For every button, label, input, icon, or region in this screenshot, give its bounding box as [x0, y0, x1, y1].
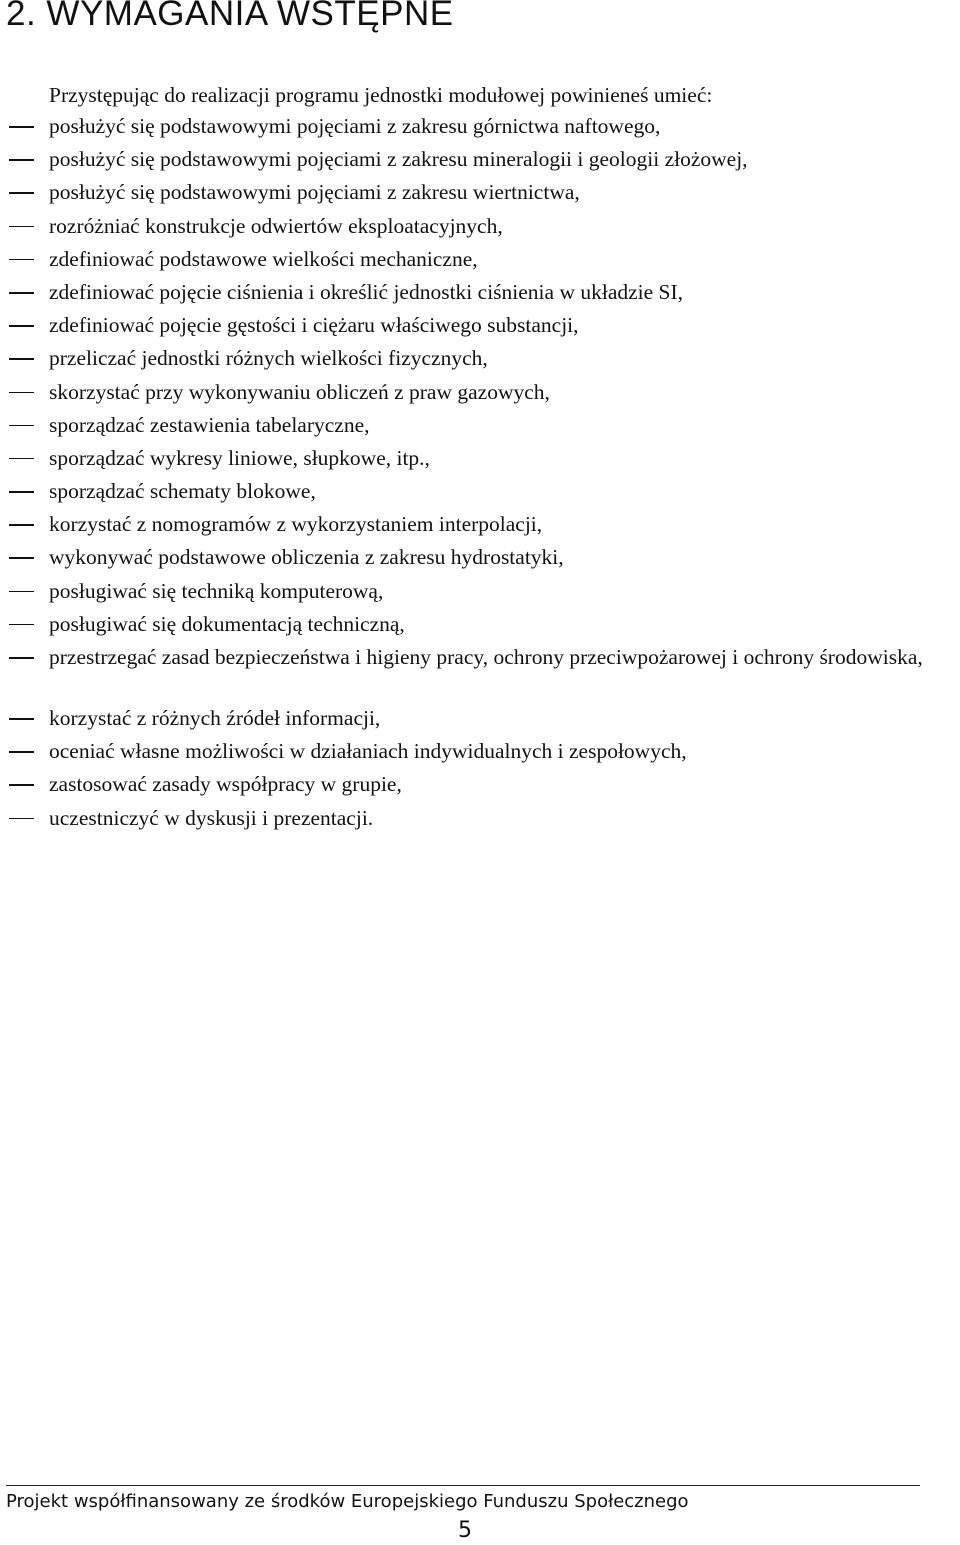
dash-bullet-icon: [9, 425, 34, 427]
list-item: [0, 311, 960, 344]
dash-bullet-icon: [9, 358, 34, 360]
list-item: [0, 278, 960, 311]
list-item-text: skorzystać przy wykonywaniu obliczeń z praw gazowych,: [49, 379, 550, 404]
list-item-text: zdefiniować pojęcie gęstości i ciężaru właściwego substancji,: [49, 313, 579, 338]
list-item: [0, 610, 960, 643]
list-item: [0, 543, 960, 576]
list-item: [0, 737, 960, 770]
list-item: [0, 577, 960, 610]
footer-divider: [6, 1485, 920, 1486]
dash-bullet-icon: [9, 292, 34, 294]
list-item-text: sporządzać wykresy liniowe, słupkowe, itp.,: [49, 445, 430, 470]
list-item: [0, 344, 960, 377]
section-heading: 2. WYMAGANIA WSTĘPNE: [6, 0, 454, 33]
page-number: 5: [458, 1518, 472, 1543]
list-item: [0, 112, 960, 145]
dash-bullet-icon: [9, 657, 34, 659]
dash-bullet-icon: [9, 226, 34, 228]
list-item-text: sporządzać zestawienia tabelaryczne,: [49, 412, 370, 437]
list-item: [0, 178, 960, 211]
list-item-text: korzystać z nomogramów z wykorzystaniem interpolacji,: [49, 512, 543, 537]
intro-text: Przystępując do realizacji programu jednostki modułowej powinieneś umieć:: [49, 83, 713, 107]
dash-bullet-icon: [9, 557, 34, 559]
list-item-text: uczestniczyć w dyskusji i prezentacji.: [49, 805, 374, 830]
list-item: [0, 145, 960, 178]
dash-bullet-icon: [9, 624, 34, 626]
dash-bullet-icon: [9, 126, 34, 128]
list-item-text: przeliczać jednostki różnych wielkości fizycznych,: [49, 346, 488, 371]
list-item-text: posługiwać się dokumentacją techniczną,: [49, 611, 405, 636]
dash-bullet-icon: [9, 192, 34, 194]
list-item: [0, 378, 960, 411]
list-item: [0, 245, 960, 278]
dash-bullet-icon: [9, 325, 34, 327]
list-item: [0, 804, 960, 837]
dash-bullet-icon: [9, 458, 34, 460]
dash-bullet-icon: [9, 784, 34, 786]
list-item-text: rozróżniać konstrukcje odwiertów eksploatacyjnych,: [49, 213, 503, 238]
list-item-text: przestrzegać zasad bezpieczeństwa i higieny pracy, ochrony przeciwpożarowej i ochrony środowiska,: [49, 645, 923, 669]
list-item-text: posłużyć się podstawowymi pojęciami z zakresu wiertnictwa,: [49, 180, 580, 205]
dash-bullet-icon: [9, 718, 34, 720]
footer-project-text: Projekt współfinansowany ze środków Europejskiego Funduszu Społecznego: [6, 1491, 689, 1512]
dash-bullet-icon: [9, 524, 34, 526]
list-item-text: sporządzać schematy blokowe,: [49, 479, 316, 504]
list-item-text: wykonywać podstawowe obliczenia z zakresu hydrostatyki,: [49, 545, 564, 570]
list-item: [0, 643, 960, 704]
dash-bullet-icon: [9, 751, 34, 753]
list-item: [0, 444, 960, 477]
list-item-text: korzystać z różnych źródeł informacji,: [49, 706, 381, 730]
dash-bullet-icon: [9, 259, 34, 261]
list-item-text: oceniać własne możliwości w działaniach indywidualnych i zespołowych,: [49, 739, 687, 764]
list-item: [0, 510, 960, 543]
dash-bullet-icon: [9, 491, 34, 493]
dash-bullet-icon: [9, 818, 34, 820]
list-item: [0, 704, 960, 737]
list-item: [0, 212, 960, 245]
list-item: [0, 770, 960, 803]
list-item-text: zdefiniować pojęcie ciśnienia i określić jednostki ciśnienia w układzie SI,: [49, 279, 684, 304]
requirements-list: [0, 112, 960, 837]
list-item-text: posługiwać się techniką komputerową,: [49, 578, 384, 603]
list-item-text: posłużyć się podstawowymi pojęciami z zakresu mineralogii i geologii złożowej,: [49, 147, 748, 172]
dash-bullet-icon: [9, 591, 34, 593]
list-item-text: posłużyć się podstawowymi pojęciami z zakresu górnictwa naftowego,: [49, 114, 661, 138]
list-item: [0, 477, 960, 510]
list-item-text: zdefiniować podstawowe wielkości mechaniczne,: [49, 246, 478, 271]
list-item-text: zastosować zasady współpracy w grupie,: [49, 772, 402, 797]
list-item: [0, 411, 960, 444]
dash-bullet-icon: [9, 392, 34, 394]
dash-bullet-icon: [9, 159, 34, 161]
